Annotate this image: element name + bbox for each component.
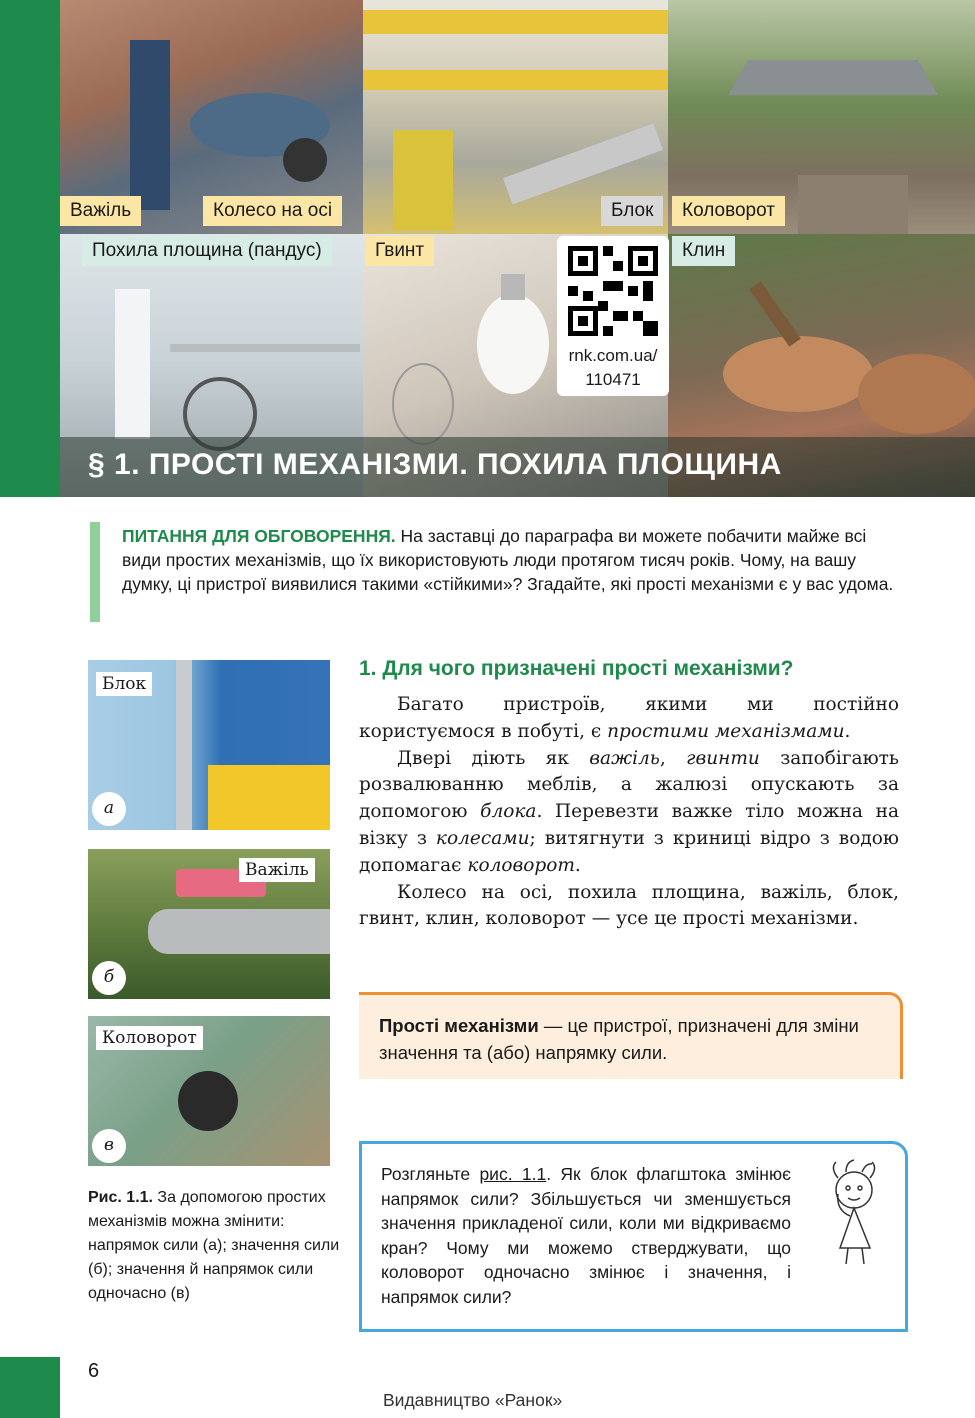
discussion-accent-bar bbox=[90, 522, 100, 622]
paragraph-1: Багато пристроїв, якими ми постійно користуємося в побуті, є простими механізмами. bbox=[359, 694, 899, 742]
tag-wedge: Клин bbox=[672, 236, 735, 266]
discussion-text: На заставці до параграфа ви можете побачити майже всі види простих механізмів, що їх використовують люди протягом тисяч років. Чому, на вашу думку, ці пристрої виявилися такими «стійкими»? Згадайте, які прості механізми є у вас удома. bbox=[122, 526, 894, 594]
figure-letter: б bbox=[92, 961, 126, 995]
figure-label: Блок bbox=[96, 672, 152, 696]
page-edge-strip-bottom bbox=[0, 1357, 60, 1418]
paragraph-3: Колесо на осі, похила площина, важіль, блок, гвинт, клин, коловорот — усе це прості механізми. bbox=[359, 881, 899, 930]
tag-screw: Гвинт bbox=[365, 236, 434, 266]
section-heading: 1. Для чого призначені прості механізми? bbox=[359, 657, 794, 680]
figure-label: Важіль bbox=[239, 858, 315, 882]
figure-a-flagpole bbox=[88, 660, 330, 830]
figure-caption bbox=[88, 1186, 346, 1306]
figure-c-reel bbox=[88, 1016, 330, 1166]
tag-block: Блок bbox=[601, 196, 663, 226]
caption-text: За допомогою простих механізмів можна змінити: напрямок сили (а); значення сили (б); значення й напрямок сили одночасно (в) bbox=[88, 1189, 340, 1302]
question-text: Розгляньте рис. 1.1. Як блок флагштока змінює напрямок сили? Збільшується чи зменшується значення прикладеної сили, коли ми відкриваємо кран? Чому ми можемо стверджувати, що коловорот одночасно змінює і значення, і напрямок сили? bbox=[381, 1164, 791, 1307]
definition-text: Прості механізми — це пристрої, призначені для зміни значення та (або) напрямку сили. bbox=[379, 1015, 859, 1063]
tag-wheel-axle: Колесо на осі bbox=[203, 196, 342, 226]
definition-term: Прості механізми bbox=[379, 1015, 539, 1036]
figure-letter: а bbox=[92, 792, 126, 826]
tag-lever: Важіль bbox=[60, 196, 141, 226]
paragraph-2: Двері діють як важіль, гвинти запобігають розвалюванню меблів, а жалюзі опускають за допомогою блока. Перевезти важке тіло можна на візку з колесами; витягнути з криниці відро з водою допомагає коловорот. bbox=[359, 747, 900, 876]
qr-card[interactable] bbox=[557, 236, 669, 396]
caption-label: Рис. 1.1. bbox=[88, 1189, 153, 1206]
figure-reference-link[interactable]: рис. 1.1 bbox=[479, 1164, 547, 1184]
thinking-girl-icon bbox=[812, 1158, 890, 1268]
paragraph-title: § 1. ПРОСТІ МЕХАНІЗМИ. ПОХИЛА ПЛОЩИНА bbox=[88, 448, 782, 481]
figure-label: Коловорот bbox=[96, 1026, 203, 1050]
tag-inclined-plane: Похила площина (пандус) bbox=[82, 236, 332, 266]
discussion-heading: ПИТАННЯ ДЛЯ ОБГОВОРЕННЯ. bbox=[122, 526, 396, 546]
section-body bbox=[359, 692, 899, 933]
qr-url-line2[interactable]: 110471 bbox=[585, 370, 641, 389]
tag-windlass: Коловорот bbox=[672, 196, 785, 226]
discussion-block bbox=[122, 524, 902, 596]
figure-letter: в bbox=[92, 1129, 126, 1163]
page-number: 6 bbox=[88, 1360, 100, 1382]
page-edge-strip bbox=[0, 0, 60, 497]
qr-url-line1[interactable]: rnk.com.ua/ bbox=[568, 346, 658, 365]
figure-b-tap bbox=[88, 849, 330, 999]
qr-code-icon[interactable] bbox=[568, 246, 658, 336]
publisher: Видавництво «Ранок» bbox=[383, 1390, 563, 1410]
